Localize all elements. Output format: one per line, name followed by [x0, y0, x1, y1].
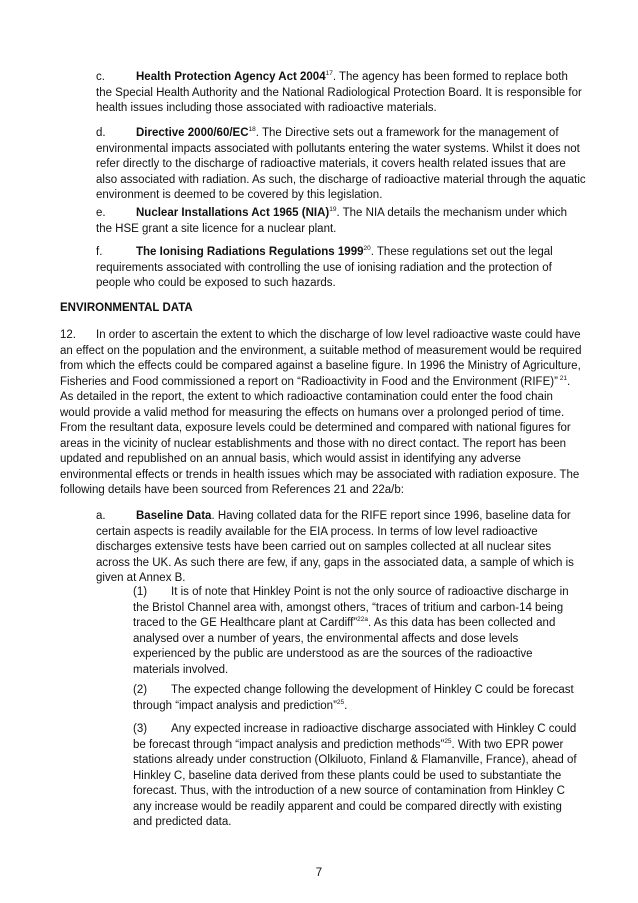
item-d [96, 126, 586, 204]
subparagraph-1 [133, 585, 581, 678]
paragraph-12a-title: Baseline Data [136, 510, 212, 522]
subparagraph-2-marker: (2) [133, 684, 148, 696]
item-f-title: The Ionising Radiations Regulations 1999 [136, 246, 364, 258]
item-d-marker: d. [96, 127, 106, 139]
paragraph-12-ref: 21 [557, 374, 567, 382]
paragraph-12-text-a: In order to ascertain the extent to which the discharge of low level radioactive waste could have an effect on the population and the environment, a suitable method of measurement would be required from which the effects could be compared against a baseline figure. In 1996 the Ministry of Agriculture, Fisheries and Food commissioned a report on “Radioactivity in Food and the Environment (RIFE)” [60, 329, 582, 388]
subparagraph-1-marker: (1) [133, 586, 148, 598]
item-e-ref: 19 [329, 206, 337, 213]
subparagraph-2-ref: 25 [336, 698, 345, 706]
item-f-text: . These regulations set out the legal requirements associated with controlling the use of ionising radiation and the protection of people who could be exposed to such hazards. [96, 246, 553, 289]
item-d-text: . The Directive sets out a framework for the management of environmental impacts associated with pollutants entering the water systems. Whilst it does not refer directly to the discharge of radioactive materials, it covers health related issues that are also associated with radiation. As such, the discharge of radioactive material through the aquatic environment is deemed to be covered by this legislation. [96, 127, 586, 201]
subparagraph-3-text-a: Any expected increase in radioactive discharge associated with Hinkley C could be forecast through “impact analysis and prediction methods” [133, 723, 577, 751]
paragraph-12 [60, 328, 586, 499]
subparagraph-3-text-b: . With two EPR power stations already under construction (Olkiluoto, Finland & Flamanville, France), ahead of Hinkley C, baseline data derived from these plants could be used to substantiate the forecast. Thus, with the introduction of a new source of contamination from Hinkley C any increase would be readily apparent and could be compared directly with existing and predicted data. [133, 738, 577, 828]
section-heading: ENVIRONMENTAL DATA [60, 302, 193, 314]
item-c [96, 70, 586, 117]
subparagraph-1-ref: 22a [357, 616, 369, 623]
item-c-text: . The agency has been formed to replace both the Special Health Authority and the National Radiological Protection Board. It is responsible for health issues including those associated with radioactive materials. [96, 71, 582, 114]
item-e-title: Nuclear Installations Act 1965 (NIA) [136, 207, 330, 219]
item-f-marker: f. [96, 246, 103, 258]
item-d-ref: 18 [248, 126, 256, 133]
item-c-marker: c. [96, 71, 105, 83]
item-e-marker: e. [96, 207, 106, 219]
item-f [96, 245, 586, 292]
paragraph-12a-text: . Having collated data for the RIFE report since 1996, baseline data for certain aspects is readily available for the EIA process. In terms of low level radioactive discharges extensive tests have been carried out on samples collected at all nuclear sites across the UK. As such there are few, if any, gaps in the associated data, a sample of which is given at Annex B. [96, 510, 574, 584]
subparagraph-1-text-a: It is of note that Hinkley Point is not the only source of radioactive discharge in the Bristol Channel area with, amongst others, “traces of tritium and carbon-14 being traced to the GE Healthcare plant at Cardiff” [133, 586, 569, 629]
item-d-title: Directive 2000/60/EC [136, 127, 249, 139]
item-f-ref: 20 [363, 245, 371, 252]
item-c-ref: 17 [325, 70, 333, 77]
subparagraph-3-ref: 25 [444, 737, 452, 745]
item-c-title: Health Protection Agency Act 2004 [136, 71, 326, 83]
page-number: 7 [315, 867, 323, 879]
subparagraph-2-text-b: . [344, 699, 348, 712]
paragraph-12a [96, 509, 586, 587]
paragraph-12-text-b: . As detailed in the report, the extent to which radioactive contamination could enter the food chain would provide a valid method for measuring the effects on humans over a prolonged period of time. From the resultant data, exposure levels could be determined and compared with national figures for areas in the vicinity of nuclear establishments and those with no direct contact. The report has been updated and republished on an annual basis, which would assist in identifying any adverse environmental effects or trends in health issues which may be associated with radiation exposure. The following details have been sourced from References 21 and 22a/b: [60, 375, 580, 496]
item-e [96, 206, 586, 237]
paragraph-12a-marker: a. [96, 510, 106, 522]
subparagraph-2 [133, 683, 581, 714]
paragraph-12-number: 12. [60, 329, 76, 341]
subparagraph-3 [133, 722, 581, 831]
subparagraph-2-text-a: The expected change following the development of Hinkley C could be forecast through “impact analysis and prediction” [133, 684, 574, 712]
item-e-text: . The NIA details the mechanism under which the HSE grant a site licence for a nuclear plant. [96, 207, 567, 235]
subparagraph-1-text-b: . As this data has been collected and analysed over a number of years, the environmental affects and dose levels experienced by the public are understood as are the sources of the radioactive materials involved. [133, 617, 556, 676]
subparagraph-3-marker: (3) [133, 723, 148, 735]
